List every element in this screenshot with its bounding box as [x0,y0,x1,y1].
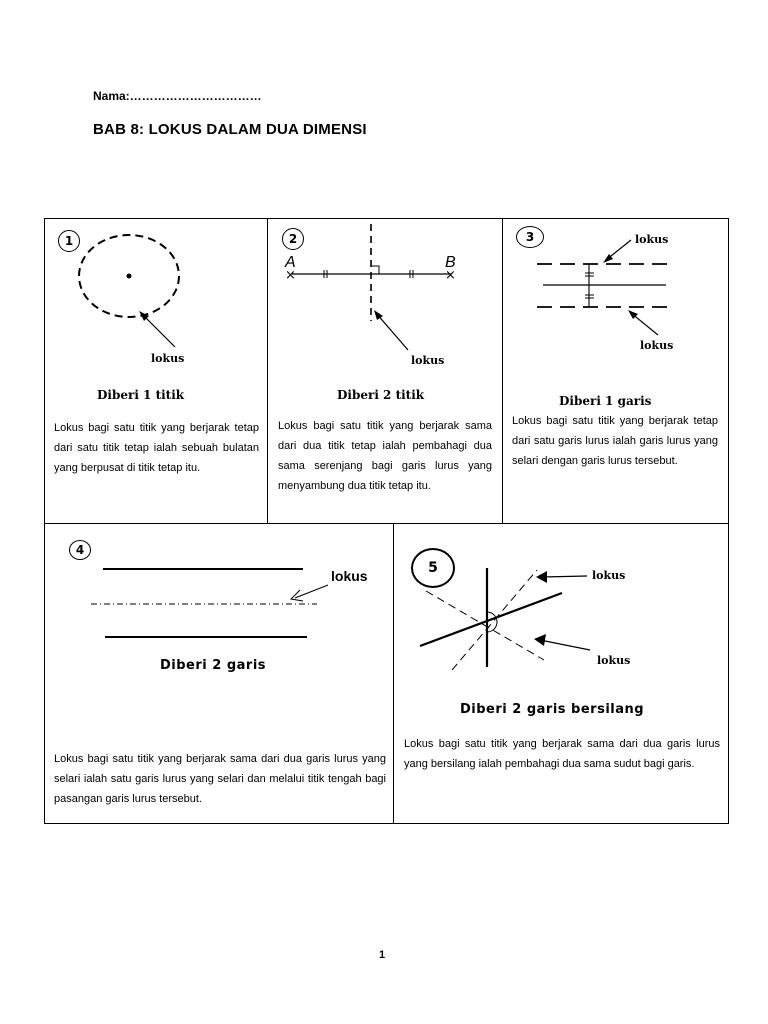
box-description: Lokus bagi satu titik yang berjarak sama dari dua garis lurus yang selari ialah satu garis lurus yang selari dan melalui titik tengah bagi pasangan garis lurus tersebut. [54,753,386,805]
figure-perpendicular-bisector [268,219,504,419]
box-number-4: 4 [69,540,91,560]
locus-arrowhead-top [536,571,547,583]
box-description: Lokus bagi satu titik yang berjarak tetap dari satu garis lurus ialah garis lurus yang selari dengan garis lurus tersebut. [512,415,718,467]
chapter-title: BAB 8: LOKUS DALAM DUA DIMENSI [93,121,367,138]
point-b-label: B [445,254,456,271]
fixed-point [127,274,132,279]
box-description: Lokus bagi satu titik yang berjarak sama dari dua garis lurus yang bersilang ialah pembahagi dua sama sudut bagi garis. [404,738,720,770]
locus-arrow [376,313,408,350]
angle-arc [487,612,497,632]
bisector-line-1 [426,591,544,660]
name-field-label: Nama:…………………………… [93,89,262,103]
locus-arrow-bottom [540,640,590,650]
locus-label: lokus [331,568,368,584]
box-number-3: 3 [516,226,544,248]
figure-parallel-lines [503,219,730,419]
box-description: Lokus bagi satu titik yang berjarak sama dari dua titik tetap ialah pembahagi dua sama serenjang bagi garis lurus yang menyambung dua titik tetap itu. [278,420,492,492]
figure-circle-locus [45,219,269,419]
point-b-cross: × [445,268,456,283]
right-angle-mark [371,266,379,274]
point-a-label: A [285,254,296,271]
locus-arrowhead-bottom [534,634,546,646]
locus-label-bottom: lokus [597,654,631,667]
figure-caption: Diberi 2 garis bersilang [460,702,645,717]
locus-arrowhead [374,310,383,320]
locus-label: lokus [411,354,445,367]
figure-caption: Diberi 2 garis [160,658,267,673]
figure-caption: Diberi 2 titik [337,388,425,402]
locus-arrow [295,585,328,598]
locus-box-1 [44,218,268,524]
figure-caption: Diberi 1 garis [559,394,652,408]
locus-label-top: lokus [592,569,626,582]
box-number-2: 2 [282,228,304,250]
figure-caption: Diberi 1 titik [97,388,185,402]
page-number: 1 [379,949,386,961]
box-description: Lokus bagi satu titik yang berjarak tetap dari satu titik tetap ialah sebuah bulatan yang berpusat di titik tetap itu. [54,422,259,474]
figure-intersecting-lines [394,524,730,724]
box-number-5: 5 [411,548,455,588]
figure-two-parallel-lines [45,524,395,684]
locus-label: lokus [151,352,185,365]
locus-box-3 [502,218,729,524]
locus-arrow-top [542,576,587,577]
bisector-line-2 [452,570,537,670]
locus-box-2 [267,218,503,524]
box-number-1: 1 [58,230,80,252]
locus-box-4 [44,523,394,824]
point-a-cross: × [285,268,296,283]
locus-box-5 [393,523,729,824]
locus-label-top: lokus [635,233,669,246]
locus-label-bottom: lokus [640,339,674,352]
